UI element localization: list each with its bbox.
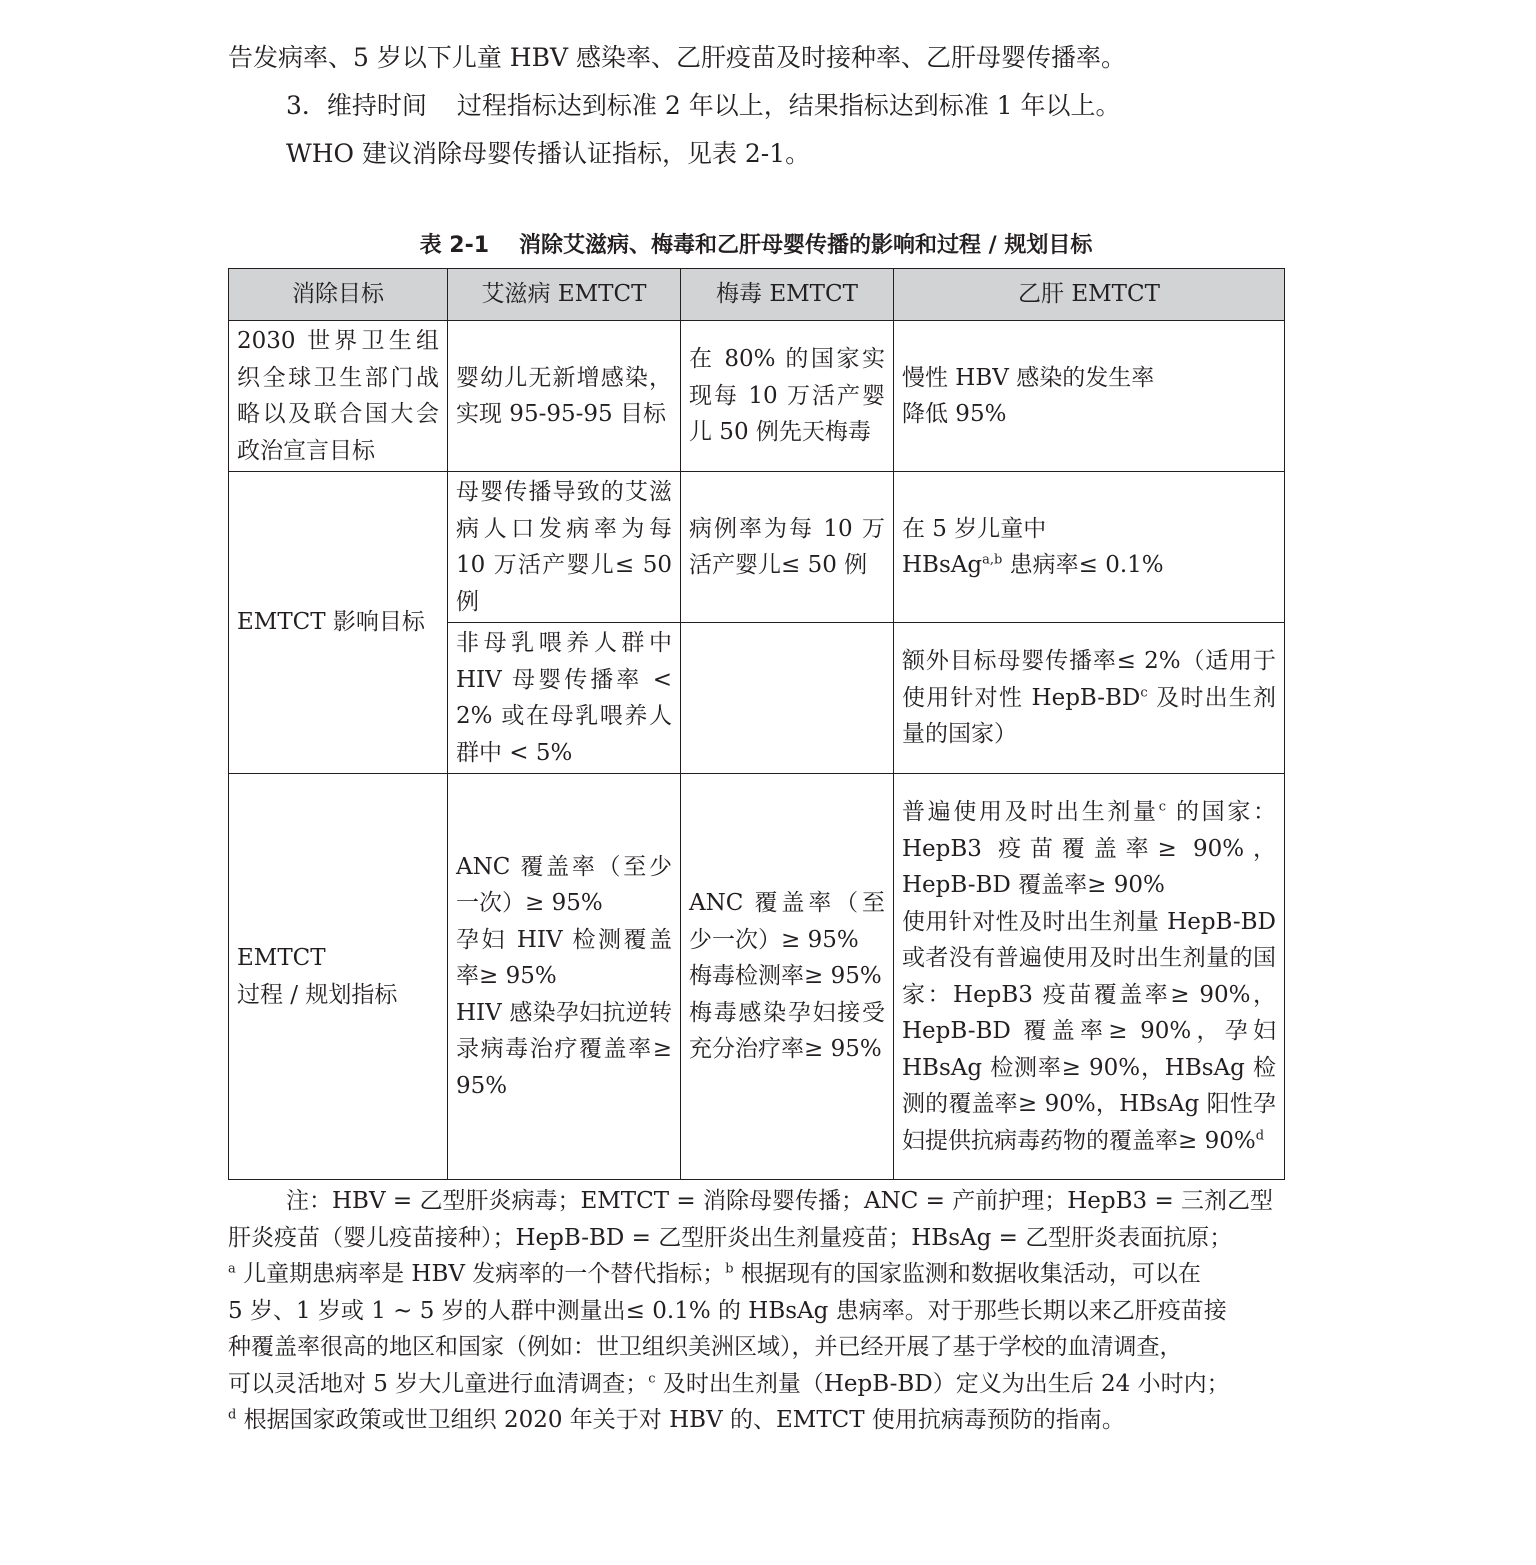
- note-d-text: 根据国家政策或世卫组织 2020 年关于对 HBV 的、EMTCT 使用抗病毒预防的指南。: [236, 1407, 1125, 1433]
- footnote-ref-c: c: [1140, 685, 1148, 701]
- row3-hepb-p1: [902, 794, 1276, 904]
- prevalence-text: 患病率≤ 0.1%: [1002, 552, 1164, 578]
- row3-label: EMTCT 过程 / 规划指标: [229, 774, 448, 1180]
- note-c-text: 及时出生剂量（HepB-BD）定义为出生后 24 小时内；: [655, 1370, 1230, 1397]
- footnote-b: b: [725, 1261, 734, 1277]
- emtct-targets-table: [228, 268, 1285, 1180]
- note-line-6-text: 可以灵活地对 5 岁大儿童进行血清调查；: [228, 1370, 649, 1397]
- row3-aids: ANC 覆盖率（至少一次）≥ 95% 孕妇 HIV 检测覆盖率≥ 95% HIV 感染孕妇抗逆转录病毒治疗覆盖率≥ 95%: [448, 774, 681, 1180]
- intro-line-2: [228, 82, 1288, 130]
- row2-aids-a: 母婴传播导致的艾滋病人口发病率为每 10 万活产婴儿≤ 50 例: [448, 472, 681, 623]
- footnote-ref-c2: c: [1158, 799, 1166, 815]
- maintenance-text: 过程指标达到标准 2 年以上，结果指标达到标准 1 年以上。: [456, 91, 1121, 120]
- table-number: 表 2-1: [419, 233, 490, 258]
- table-title: 消除艾滋病、梅毒和乙肝母婴传播的影响和过程 / 规划目标: [519, 233, 1093, 258]
- row1-syphilis: 在 80% 的国家实现每 10 万活产婴儿 50 例先天梅毒: [681, 321, 894, 472]
- row3-syphilis: ANC 覆盖率（至少一次）≥ 95% 梅毒检测率≥ 95% 梅毒感染孕妇接受充分治疗率≥ 95%: [681, 774, 894, 1180]
- footnote-ref-ab: a,b: [982, 552, 1003, 568]
- header-syphilis: 梅毒 EMTCT: [681, 269, 894, 321]
- row3-hepb: [894, 774, 1285, 1180]
- row3-hepb-p1-text: 普遍使用及时出生剂量: [902, 799, 1159, 825]
- intro-line-3: WHO 建议消除母婴传播认证指标，见表 2-1。: [286, 139, 811, 168]
- row1-label: 2030 世界卫生组织全球卫生部门战略以及联合国大会政治宣言目标: [229, 321, 448, 472]
- footnote-ref-d: d: [1255, 1127, 1265, 1143]
- row2-syphilis-a: 病例率为每 10 万活产婴儿≤ 50 例: [681, 472, 894, 623]
- row3-hepb-p2-text: 使用针对性及时出生剂量 HepB-BD 或者没有普遍使用及时出生剂量的国家：HepB3 疫苗覆盖率≥ 90%，HepB-BD 覆盖率≥ 90%，孕妇 HBsAg 检测率≥ 90%，HBsAg 检测的覆盖率≥ 90%，HBsAg 阳性孕妇提供抗病毒药物的覆盖率≥ 90%: [902, 908, 1276, 1154]
- row2-label: EMTCT 影响目标: [229, 472, 448, 774]
- row3-hepb-p2: [902, 904, 1276, 1160]
- note-line-7: [228, 1402, 1284, 1439]
- footnote-a: a: [228, 1261, 236, 1277]
- note-line-3: [228, 1256, 1284, 1293]
- hbsag-text: HBsAg: [902, 552, 983, 578]
- note-a-text: 儿童期患病率是 HBV 发病率的一个替代指标；: [235, 1261, 726, 1287]
- row2-hepb-a: [894, 472, 1285, 623]
- note-line-5: 种覆盖率很高的地区和国家（例如：世卫组织美洲区域），并已经开展了基于学校的血清调查，: [228, 1334, 1183, 1360]
- table-notes: [228, 1183, 1284, 1439]
- maintenance-heading: 3．维持时间: [286, 91, 427, 120]
- row2-hepb-b: [894, 623, 1285, 774]
- row2-hepb-b-text: 额外目标母婴传播率≤ 2%（适用于使用针对性 HepB-BD: [902, 648, 1276, 711]
- row2-hepb-a-line1: 在 5 岁儿童中: [902, 515, 1047, 542]
- footnote-c: c: [648, 1370, 656, 1386]
- row3-hepb-p1-tail: 的国家：HepB3 疫苗覆盖率≥ 90%，HepB-BD 覆盖率≥ 90%: [902, 799, 1276, 898]
- row2-syphilis-b-empty: [681, 623, 894, 774]
- table-caption: [228, 228, 1284, 259]
- row2-hepb-b-tail: 及时出生剂量的国家）: [902, 684, 1276, 748]
- note-b-text: 根据现有的国家监测和数据收集活动，可以在: [733, 1261, 1201, 1287]
- note-line-1: 注：HBV = 乙型肝炎病毒；EMTCT = 消除母婴传播；ANC = 产前护理；HepB3 = 三剂乙型: [286, 1188, 1274, 1214]
- footnote-d: d: [228, 1407, 237, 1423]
- row1-aids: 婴幼儿无新增感染，实现 95-95-95 目标: [448, 321, 681, 472]
- header-hepb: 乙肝 EMTCT: [894, 269, 1285, 321]
- intro-line-1: 告发病率、5 岁以下儿童 HBV 感染率、乙肝疫苗及时接种率、乙肝母婴传播率。: [228, 43, 1126, 72]
- header-goal: 消除目标: [229, 269, 448, 321]
- table-header-row: [229, 269, 1285, 321]
- intro-text: [228, 34, 1288, 178]
- header-aids: 艾滋病 EMTCT: [448, 269, 681, 321]
- table-row: [229, 774, 1285, 1180]
- row1-hepb: 慢性 HBV 感染的发生率 降低 95%: [894, 321, 1285, 472]
- table-row: [229, 321, 1285, 472]
- note-line-2: 肝炎疫苗（婴儿疫苗接种）；HepB-BD = 乙型肝炎出生剂量疫苗；HBsAg = 乙型肝炎表面抗原；: [228, 1224, 1233, 1251]
- note-line-6: [228, 1366, 1284, 1403]
- table-row: [229, 472, 1285, 623]
- row2-hepb-a-line2: [902, 547, 1276, 584]
- row2-aids-b: 非母乳喂养人群中 HIV 母婴传播率 < 2% 或在母乳喂养人群中 < 5%: [448, 623, 681, 774]
- note-line-4: 5 岁、1 岁或 1 ~ 5 岁的人群中测量出≤ 0.1% 的 HBsAg 患病率。对于那些长期以来乙肝疫苗接: [228, 1297, 1227, 1324]
